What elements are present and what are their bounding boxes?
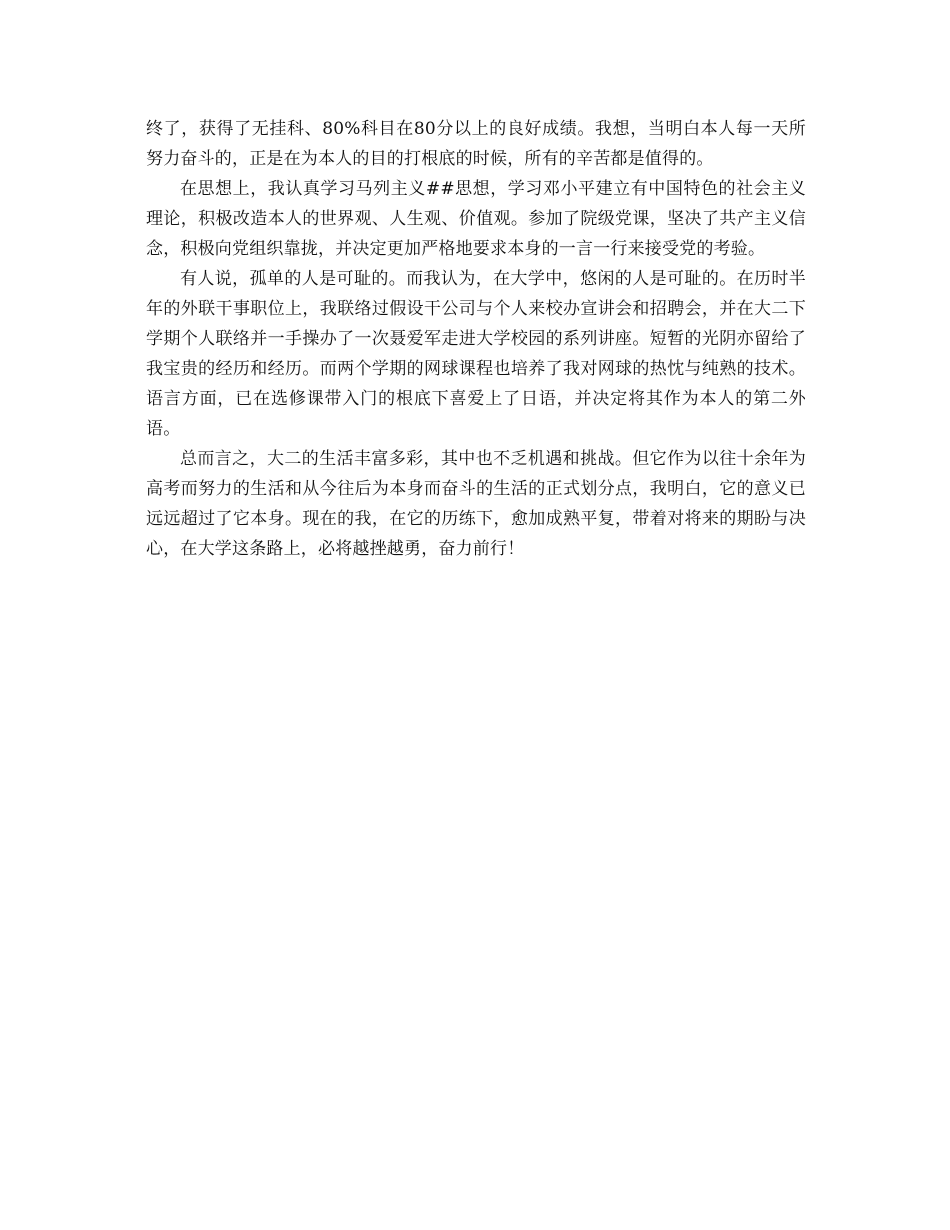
- paragraph-activities: 有人说，孤单的人是可耻的。而我认为，在大学中，悠闲的人是可耻的。在历时半年的外联干事职位上，我联络过假设干公司与个人来校办宣讲会和招聘会，并在大二下学期个人联络并一手操办了一次聂爱军走进大学校园的系列讲座。短暂的光阴亦留给了我宝贵的经历和经历。而两个学期的网球课程也培养了我对网球的热忱与纯熟的技术。语言方面，已在选修课带入门的根底下喜爱上了日语，并决定将其作为本人的第二外语。: [146, 269, 806, 439]
- paragraph-continuation: 终了，获得了无挂科、80%科目在80分以上的良好成绩。我想，当明白本人每一天所努力奋斗的，正是在为本人的目的打根底的时候，所有的辛苦都是值得的。: [146, 119, 806, 169]
- document-body: [146, 114, 806, 564]
- paragraph-conclusion: 总而言之，大二的生活丰富多彩，其中也不乏机遇和挑战。但它作为以往十余年为高考而努力的生活和从今往后为本身而奋斗的生活的正式划分点，我明白，它的意义已远远超过了它本身。现在的我，在它的历练下，愈加成熟平复，带着对将来的期盼与决心，在大学这条路上，必将越挫越勇，奋力前行！: [146, 449, 806, 559]
- paragraph-thought: 在思想上，我认真学习马列主义##思想，学习邓小平建立有中国特色的社会主义理论，积极改造本人的世界观、人生观、价值观。参加了院级党课，坚决了共产主义信念，积极向党组织靠拢，并决定更加严格地要求本身的一言一行来接受党的考验。: [146, 179, 806, 259]
